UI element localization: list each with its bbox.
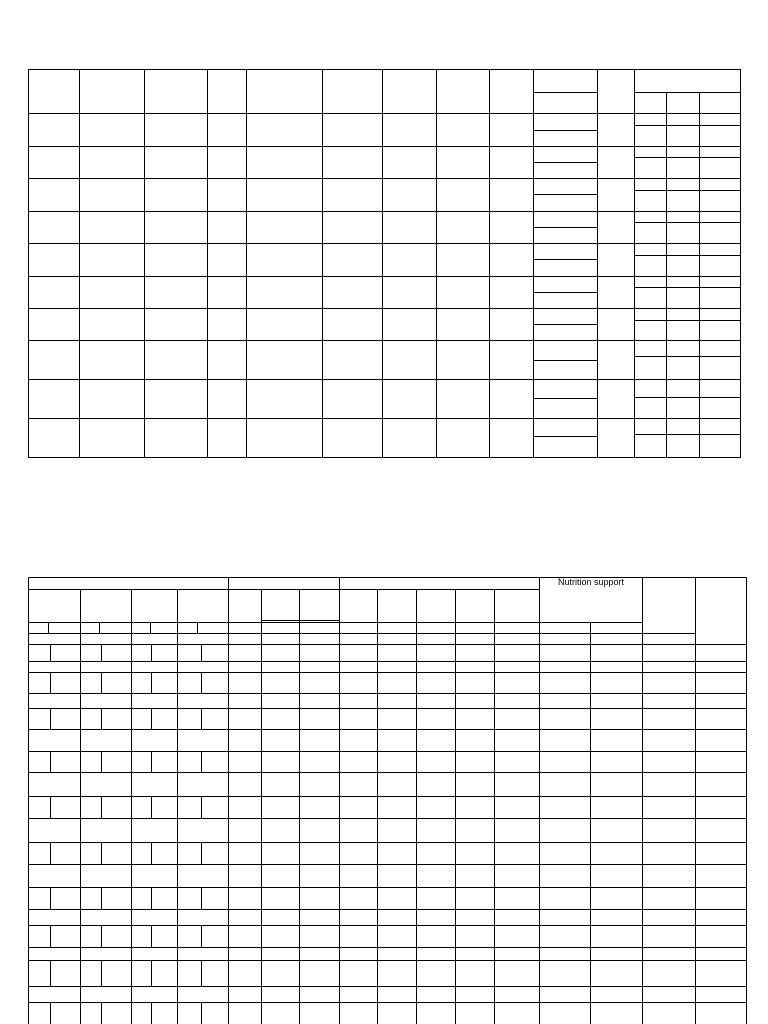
nutrition-support-header: Nutrition support	[557, 577, 625, 587]
